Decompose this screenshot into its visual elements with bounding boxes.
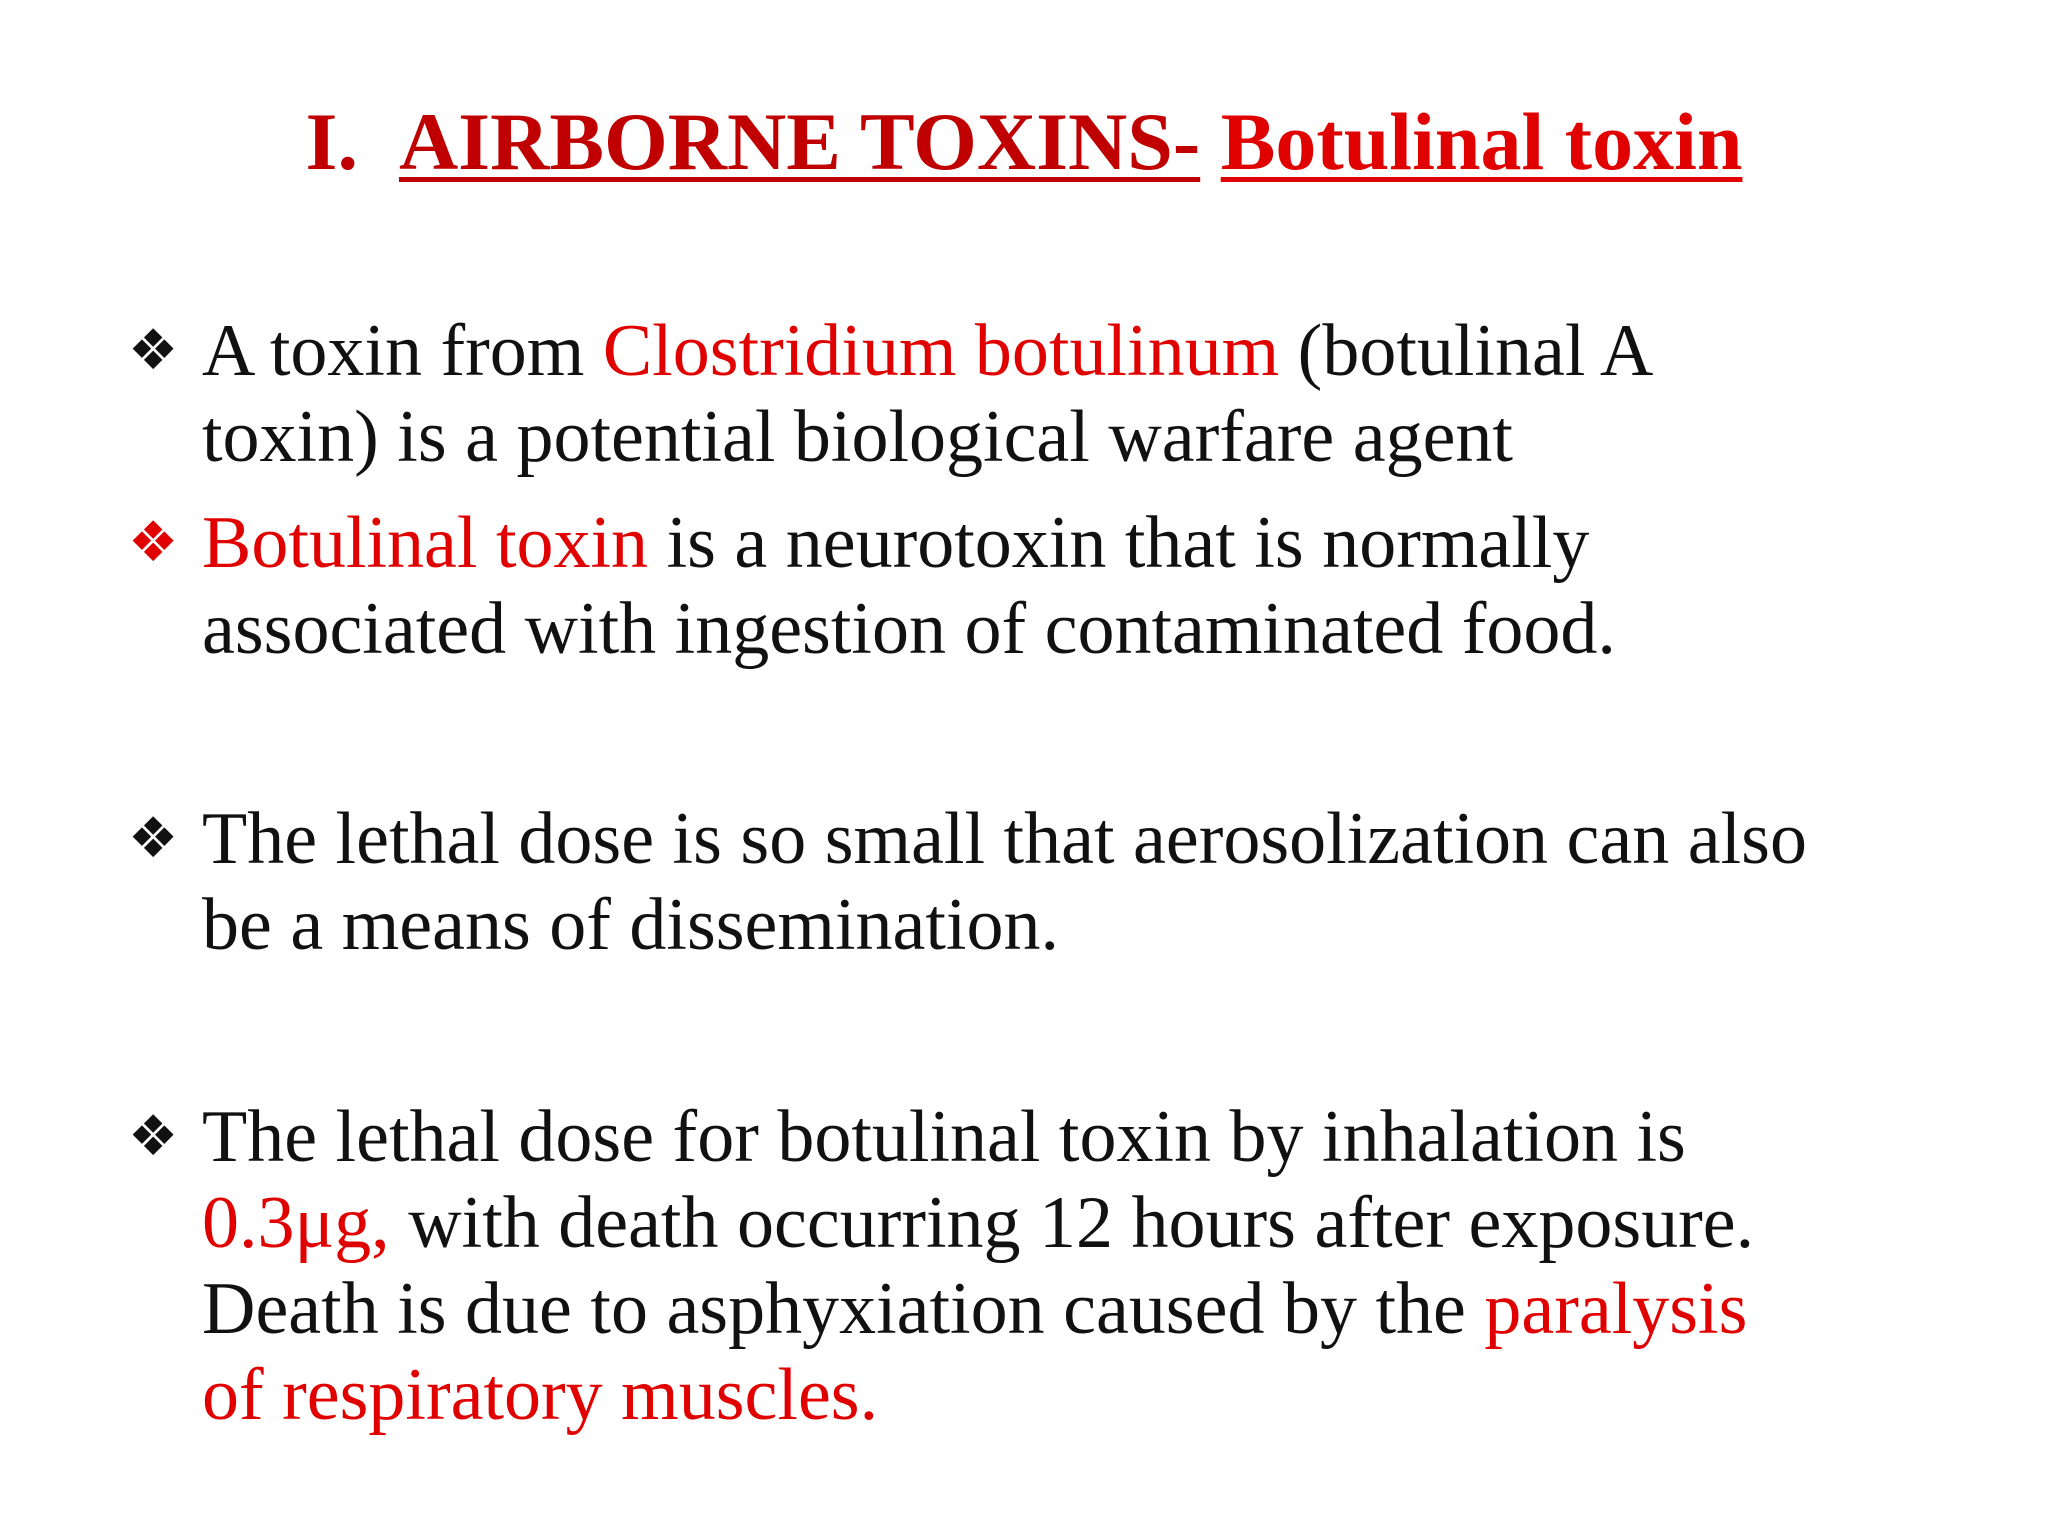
- diamond-bullet-icon: ❖: [128, 318, 179, 383]
- diamond-bullet-icon: ❖: [128, 1104, 179, 1169]
- title-number: I.: [305, 96, 358, 187]
- text-run: with death occurring 12 hours after exposure.: [389, 1182, 1755, 1264]
- bullet-line: be a means of dissemination.: [202, 884, 1059, 966]
- bullet-line: [202, 308, 1988, 394]
- bullet-item: [128, 1094, 1988, 1438]
- title-sub: Botulinal toxin: [1220, 96, 1743, 187]
- bullet-line: of respiratory muscles.: [202, 1354, 879, 1436]
- slide-title: [0, 92, 2048, 192]
- title-gap: [358, 96, 399, 187]
- highlight-text: Clostridium botulinum: [602, 310, 1280, 392]
- bullet-line: The lethal dose for botulinal toxin by inhalation is: [202, 1096, 1686, 1178]
- diamond-bullet-icon: ❖: [128, 510, 179, 575]
- text-run: (botulinal A: [1279, 310, 1654, 392]
- bullet-line: The lethal dose is so small that aerosolization can also: [202, 798, 1807, 880]
- bullet-text: [202, 308, 1988, 480]
- title-main: AIRBORNE TOXINS-: [398, 96, 1201, 187]
- bullet-item: [128, 308, 1988, 480]
- text-run: Death is due to asphyxiation caused by the: [202, 1268, 1485, 1350]
- bullet-item: [128, 796, 1988, 968]
- bullet-text: [202, 1094, 1988, 1438]
- bullet-line: associated with ingestion of contaminated food.: [202, 588, 1616, 670]
- bullet-text: [202, 796, 1988, 968]
- highlight-text: Botulinal toxin: [202, 502, 649, 584]
- highlight-text: 0.3μg,: [202, 1182, 390, 1264]
- highlight-text: paralysis: [1484, 1268, 1748, 1350]
- bullet-line: [202, 1266, 1988, 1352]
- text-run: is a neurotoxin that is normally: [648, 502, 1590, 584]
- bullet-line: [202, 500, 1988, 586]
- bullet-line: [202, 1180, 1988, 1266]
- text-run: A toxin from: [202, 310, 603, 392]
- title-gap-2: [1200, 96, 1221, 187]
- bullet-text: [202, 500, 1988, 672]
- bullet-line: toxin) is a potential biological warfare agent: [202, 396, 1513, 478]
- bullet-item: [128, 500, 1988, 672]
- diamond-bullet-icon: ❖: [128, 806, 179, 871]
